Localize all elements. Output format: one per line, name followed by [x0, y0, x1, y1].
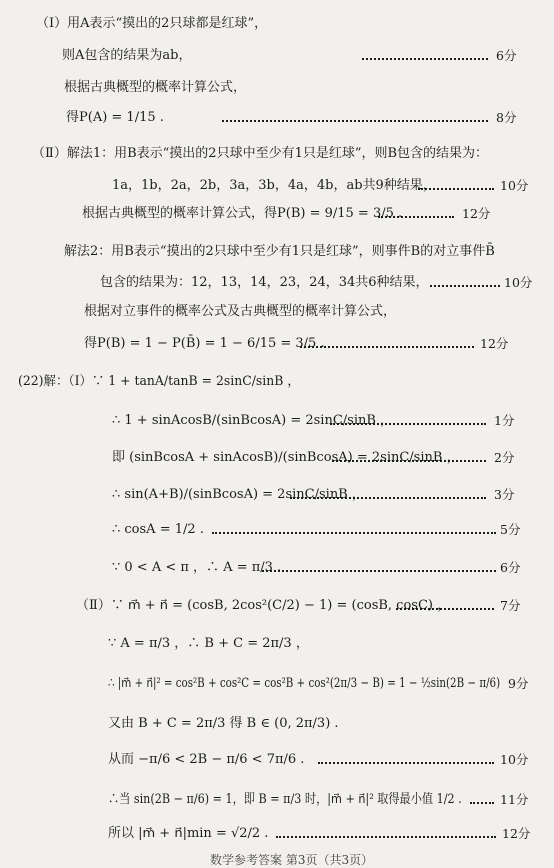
dot-leader — [330, 423, 486, 425]
part1-line3: 根据古典概型的概率计算公式， — [64, 80, 247, 95]
score-label: 6分 — [500, 560, 521, 575]
part2-method1-outcomes: 1a，1b，2a，2b，3a，3b，4a，4b，ab共9种结果， — [112, 178, 436, 193]
part2-method2-formula: 根据对立事件的概率公式及古典概型的概率计算公式， — [84, 304, 397, 319]
q22-part2-step4: 又由 B + C = 2π/3 得 B ∈ (0, 2π/3) . — [108, 716, 339, 731]
part1-line2: 则A包含的结果为ab， — [62, 48, 192, 63]
dot-leader — [290, 497, 486, 499]
q22-step3: ∴ sin(A+B)/(sinBcosA) = 2sinC/sinB ， — [112, 487, 365, 502]
score-label: 1分 — [494, 413, 515, 428]
part2-method2-outcomes: 包含的结果为：12，13，14，23，24，34共6种结果， — [100, 275, 429, 290]
dot-leader — [262, 570, 496, 572]
q22-step5: ∵ 0 < A < π ，∴ A = π/3 . — [112, 560, 282, 575]
score-label: 3分 — [494, 487, 515, 502]
q22-part2-step1: （Ⅱ）∵ m⃗ + n⃗ = (cosB, 2cos²(C/2) − 1) = (cosB, cosC) ， — [76, 598, 451, 613]
part2-method2-heading: 解法2：用B表示“摸出的2只球中至少有1只是红球”，则事件B的对立事件B̄ — [64, 244, 495, 259]
q22-step2: 即 (sinBcosA + sinAcosB)/(sinBcosA) = 2sinC/sinB ， — [112, 450, 460, 465]
score-label: 10分 — [504, 275, 533, 290]
q22-part2-step3: ∴ |m⃗ + n⃗|² = cos²B + cos²C = cos²B + cos²(2π/3 − B) = 1 − ½sin(2B − π/6) — [108, 676, 501, 691]
q22-part2-step2: ∵ A = π/3 ，∴ B + C = 2π/3 ， — [108, 636, 309, 651]
q22-part1-given: (22)解：（Ⅰ）∵ 1 + tanA/tanB = 2sinC/sinB ， — [18, 374, 300, 389]
q22-part2-step6: ∴当 sin(2B − π/6) = 1，即 B = π/3 时，|m⃗ + n⃗|² 取得最小值 1/2 . — [108, 792, 462, 807]
part2-method1-result: 根据古典概型的概率计算公式，得P(B) = 9/15 = 3/5 . — [82, 206, 403, 221]
part1-line4: 得P(A) = 1/15 . — [66, 110, 164, 125]
dot-leader — [300, 346, 474, 348]
dot-leader — [470, 802, 494, 804]
score-label: 7分 — [500, 598, 521, 613]
dot-leader — [378, 216, 454, 218]
dot-leader — [332, 460, 486, 462]
dot-leader — [418, 188, 494, 190]
dot-leader — [396, 608, 494, 610]
part2-method1-heading: （Ⅱ）解法1：用B表示“摸出的2只球中至少有1只是红球”，则B包含的结果为： — [32, 146, 489, 161]
q22-step1: ∴ 1 + sinAcosB/(sinBcosA) = 2sinC/sinB ， — [112, 413, 394, 428]
score-label: 6分 — [496, 48, 517, 63]
dot-leader — [212, 532, 496, 534]
q22-part2-step7: 所以 |m⃗ + n⃗|min = √2/2 . — [108, 826, 269, 841]
score-label: 9分 — [508, 676, 529, 691]
part2-method2-result: 得P(B) = 1 − P(B̄) = 1 − 6/15 = 3/5 . — [84, 336, 325, 351]
part1-heading: （Ⅰ）用A表示“摸出的2只球都是红球”， — [36, 16, 268, 31]
q22-part2-step5: 从而 −π/6 < 2B − π/6 < 7π/6 . — [108, 752, 305, 767]
score-label: 5分 — [500, 522, 521, 537]
score-label: 12分 — [462, 206, 491, 221]
dot-leader — [430, 285, 500, 287]
q22-step4: ∴ cosA = 1/2 . — [112, 522, 204, 537]
dot-leader — [318, 762, 494, 764]
score-label: 12分 — [502, 826, 531, 841]
score-label: 10分 — [500, 752, 529, 767]
score-label: 8分 — [496, 110, 517, 125]
score-label: 11分 — [500, 792, 529, 807]
score-label: 12分 — [480, 336, 509, 351]
dot-leader — [362, 58, 488, 60]
dot-leader — [276, 836, 496, 838]
score-label: 2分 — [494, 450, 515, 465]
score-label: 10分 — [500, 178, 529, 193]
dot-leader — [222, 120, 488, 122]
page-footer: 数学参考答案 第3页（共3页） — [210, 853, 374, 867]
